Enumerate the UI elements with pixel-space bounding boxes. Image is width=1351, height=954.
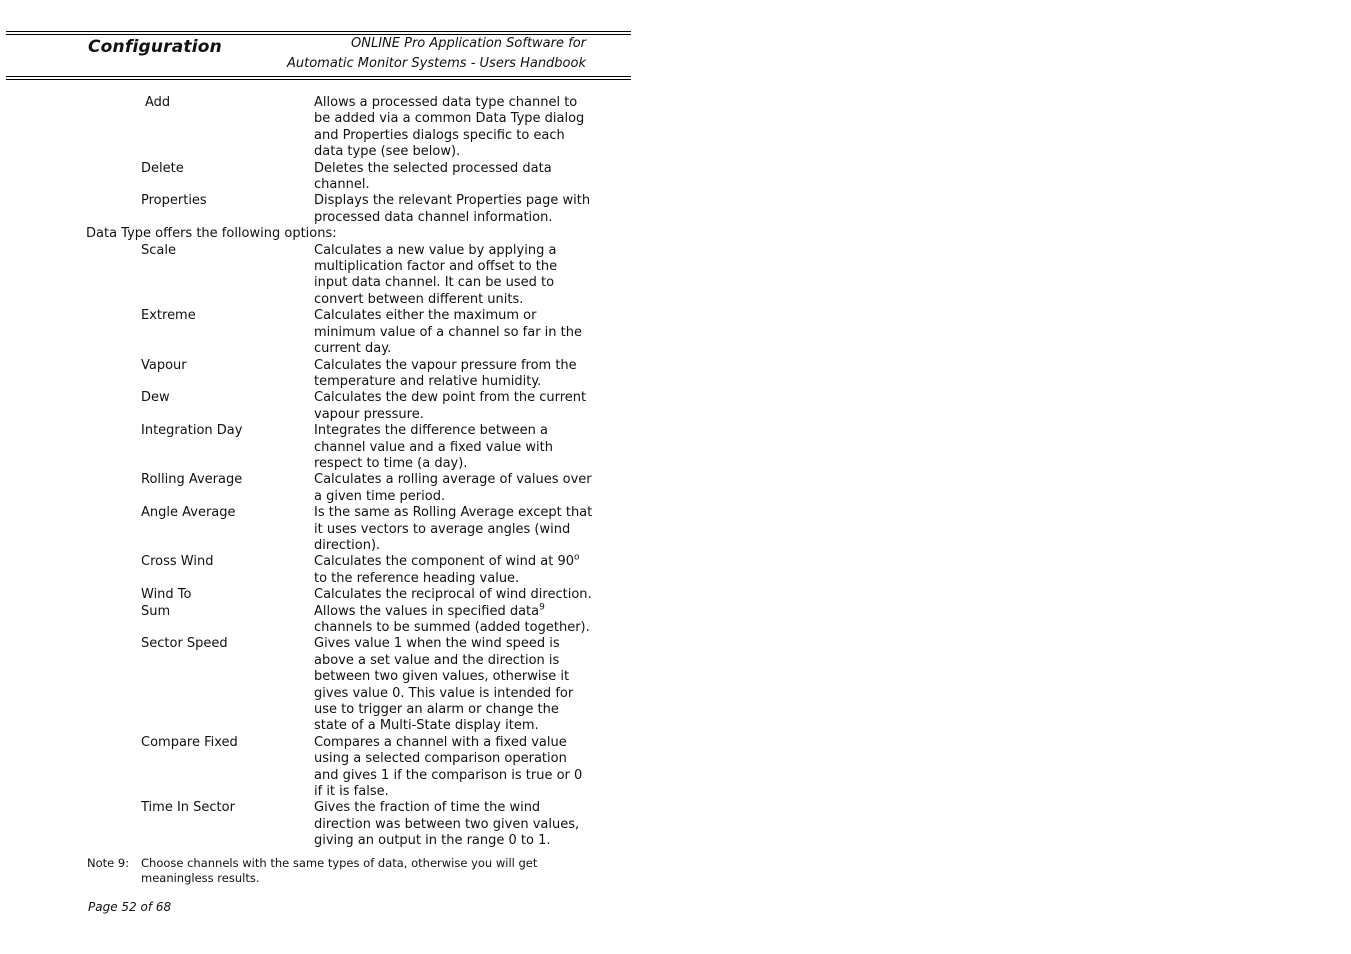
definition-row <box>86 800 596 849</box>
desc-cross-wind-text: Calculates the component of wind at 90 <box>314 554 575 570</box>
term-dew: Dew <box>141 390 170 406</box>
doc-title-line2: Automatic Monitor Systems - Users Handbook <box>286 56 586 71</box>
desc-time-in-sector: Gives the fraction of time the wind direction was between two given values, giving an output in the range 0 to 1. <box>314 800 580 849</box>
header-top-rule <box>6 31 631 32</box>
desc-add: Allows a processed data type channel to be added via a common Data Type dialog and Properties dialogs specific to each data type (see below). <box>314 95 585 160</box>
term-vapour: Vapour <box>141 357 187 373</box>
degree-superscript: o <box>574 553 580 564</box>
desc-angle-average: Is the same as Rolling Average except that it uses vectors to average angles (wind direction). <box>314 505 593 553</box>
term-add: Add <box>145 95 171 110</box>
footnote-label: Note 9: <box>87 856 130 870</box>
header-top-rule-2 <box>6 34 631 35</box>
desc-vapour: Calculates the vapour pressure from the temperature and relative humidity. <box>314 357 577 389</box>
definition-row <box>86 390 596 423</box>
term-cross-wind: Cross Wind <box>141 554 214 570</box>
definition-row <box>86 423 596 472</box>
term-wind-to: Wind To <box>141 587 192 603</box>
desc-properties: Displays the relevant Properties page with processed data channel information. <box>314 193 591 225</box>
definition-row <box>86 308 596 357</box>
definition-row <box>86 554 596 587</box>
definition-row <box>86 95 596 161</box>
term-integration-day: Integration Day <box>141 423 243 439</box>
desc-integration-day: Integrates the difference between a channel value and a fixed value with respect to time (a day). <box>314 423 553 471</box>
desc-compare-fixed: Compares a channel with a fixed value using a selected comparison operation and gives 1 if the comparison is true or 0 if it is false. <box>314 734 583 800</box>
footnote-reference: 9 <box>539 602 545 613</box>
term-compare-fixed: Compare Fixed <box>141 734 238 750</box>
term-angle-average: Angle Average <box>141 505 236 521</box>
term-time-in-sector: Time In Sector <box>141 800 235 816</box>
doc-title-line1: ONLINE Pro Application Software for <box>351 36 586 51</box>
desc-extreme: Calculates either the maximum or minimum value of a channel so far in the current day. <box>314 308 582 357</box>
definition-row <box>86 505 596 554</box>
desc-wind-to: Calculates the reciprocal of wind direction. <box>314 587 592 603</box>
definition-row <box>86 636 596 734</box>
term-rolling-average: Rolling Average <box>141 472 243 488</box>
footnote <box>87 856 607 886</box>
header-bottom-rule-2 <box>6 79 631 80</box>
term-extreme: Extreme <box>141 308 196 324</box>
desc-sum <box>314 604 596 637</box>
definition-row <box>86 472 596 505</box>
term-properties: Properties <box>141 193 207 209</box>
page-body <box>86 95 596 850</box>
definition-row <box>86 161 596 194</box>
desc-sum-text: Allows the values in specified data <box>314 603 540 619</box>
desc-scale: Calculates a new value by applying a multiplication factor and offset to the input data channel. It can be used to convert between different units. <box>314 242 558 307</box>
desc-cross-wind-rest: to the reference heading value. <box>314 570 520 586</box>
definition-row <box>86 193 596 226</box>
desc-delete: Deletes the selected processed data channel. <box>314 160 552 193</box>
definition-row <box>86 358 596 391</box>
term-delete: Delete <box>141 160 184 176</box>
definition-row <box>86 243 596 309</box>
desc-dew: Calculates the dew point from the current vapour pressure. <box>314 390 587 422</box>
definition-row <box>86 735 596 801</box>
section-title: Configuration <box>88 37 222 57</box>
definition-row <box>86 604 596 637</box>
desc-rolling-average: Calculates a rolling average of values over a given time period. <box>314 472 592 504</box>
data-type-intro: Data Type offers the following options: <box>86 226 337 242</box>
page-number: Page 52 of 68 <box>88 900 172 914</box>
definition-row <box>86 587 596 603</box>
footnote-text: Choose channels with the same types of data, otherwise you will get meaningless results. <box>141 856 538 885</box>
desc-sector-speed: Gives value 1 when the wind speed is above a set value and the direction is between two given values, otherwise it gives value 0. This value is intended for use to trigger an alarm or change the state of a Multi-State display item. <box>314 636 574 734</box>
header-bottom-rule <box>6 76 631 77</box>
term-scale: Scale <box>141 242 176 258</box>
term-sector-speed: Sector Speed <box>141 636 228 652</box>
term-sum: Sum <box>141 603 171 619</box>
desc-sum-rest: channels to be summed (added together). <box>314 620 590 635</box>
desc-cross-wind <box>314 554 596 587</box>
